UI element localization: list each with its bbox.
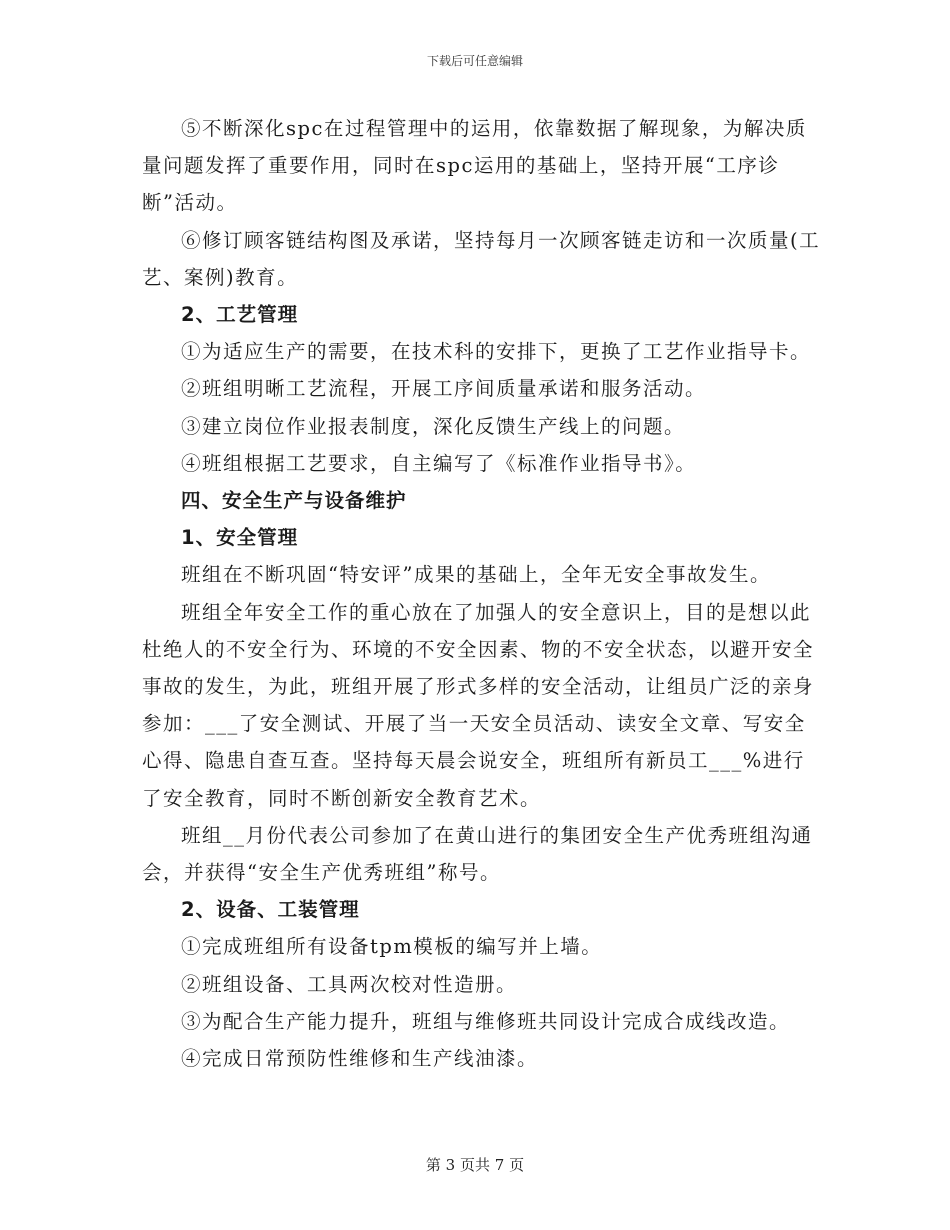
item-process-flow: ②班组明晰工艺流程，开展工序间质量承诺和服务活动。 [181,377,707,401]
para-no-accident: 班组在不断巩固“特安评”成果的基础上，全年无安全事故发生。 [181,563,771,587]
item-tpm: ①完成班组所有设备tpm模板的编写并上墙。 [181,935,603,959]
page-footer: 第 3 页共 7 页 [425,1156,525,1174]
heading-safety-equipment: 四、安全生产与设备维护 [181,489,407,513]
item-standard-book: ④班组根据工艺要求，自主编写了《标准作业指导书》。 [181,451,697,475]
page-header: 下载后可任意编辑 [426,54,523,68]
item-spc: ⑤不断深化spc在过程管理中的运用，依靠数据了解现象，为解决质量问题发挥了重要作用，同时在spc运用的基础上，坚持开展“工序诊断”活动。 [142,117,807,215]
item-maintenance: ④完成日常预防性维修和生产线油漆。 [181,1047,539,1071]
document-body [142,110,822,1077]
item-line-redesign: ③为配合生产能力提升，班组与维修班共同设计完成合成线改造。 [181,1009,791,1033]
item-customer-chain: ⑥修订顾客链结构图及承诺，坚持每月一次顾客链走访和一次质量(工艺、案例)教育。 [142,228,821,289]
item-calibration: ②班组设备、工具两次校对性造册。 [181,972,518,996]
item-guide-card: ①为适应生产的需要，在技术科的安排下，更换了工艺作业指导卡。 [181,340,812,364]
para-award: 班组__月份代表公司参加了在黄山进行的集团安全生产优秀班组沟通会，并获得“安全生产优秀班组”称号。 [142,823,813,885]
heading-equipment-management: 2、设备、工装管理 [181,898,360,922]
item-report-system: ③建立岗位作业报表制度，深化反馈生产线上的问题。 [181,414,686,438]
para-safety-focus: 班组全年安全工作的重心放在了加强人的安全意识上，目的是想以此杜绝人的不安全行为、环境的不安全因素、物的不安全状态，以避开安全事故的发生，为此，班组开展了形式多样的安全活动，让组员广泛的亲身参加：___了安全测试、开展了当一天安全员活动、读安全文章、写安全心得、隐患自查互查。坚持每天晨会说安全，班组所有新员工___%进行了安全教育，同时不断创新安全教育艺术。 [142,600,815,810]
heading-safety-management: 1、安全管理 [181,526,299,550]
heading-process-management: 2、工艺管理 [181,303,299,327]
